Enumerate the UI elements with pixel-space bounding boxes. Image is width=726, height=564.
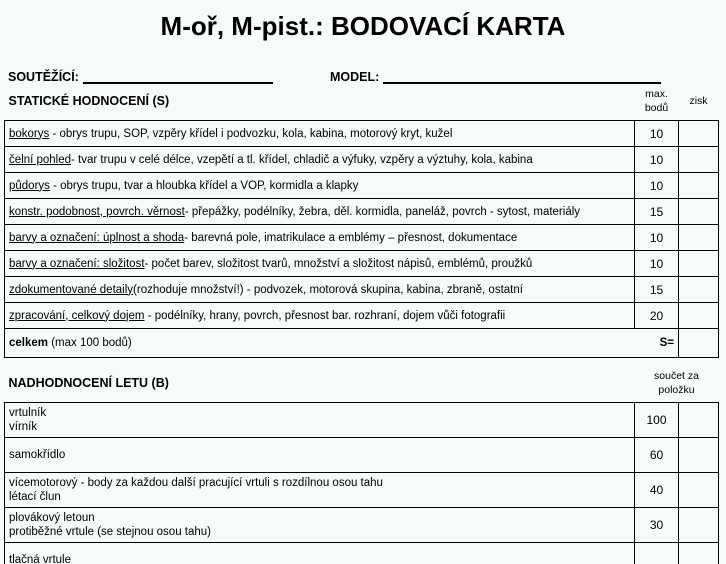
criterion-description [5,147,635,173]
criterion-detail: - tvar trupu v celé délce, vzepětí a tl. křídel, chladič a výfuky, vzpěry a výztuhy, kola, kabina [71,153,533,166]
criterion-term: barvy a označení: úplnost a shoda [9,231,185,244]
criterion-gain-input[interactable] [679,277,719,303]
static-section-header-row [5,84,719,121]
criterion-description [5,173,635,199]
table-row [5,225,719,251]
table-row [5,438,719,473]
table-row [5,303,719,329]
flight-col-sum-header [635,366,719,403]
static-col-gain-header: zisk [689,95,708,107]
static-section-title: STATICKÉ HODNOCENÍ (S) [8,94,170,108]
flight-col-sum-line1: součet za [654,370,699,382]
criterion-detail: (rozhoduje množství!) - podvozek, motorová skupina, kabina, zbraně, ostatní [133,283,523,296]
bonus-gain-input[interactable] [679,543,719,564]
criterion-detail: - barevná pole, imatrikulace a emblémy – přesnost, dokumentace [184,231,518,244]
flight-section-title: NADHODNOCENÍ LETU (B) [8,376,169,390]
criterion-max-points: 10 [635,173,679,199]
bonus-gain-input[interactable] [679,508,719,543]
bonus-line2: protiběžné vrtule (se stejnou osou tahu) [9,526,212,538]
criterion-gain-input[interactable] [679,303,719,329]
bonus-points: 40 [635,473,679,508]
bonus-line1: plovákový letoun [9,512,95,524]
criterion-max-points: 10 [635,251,679,277]
identity-row [0,56,726,84]
bonus-points: 60 [635,438,679,473]
criterion-term: bokorys [9,127,50,140]
bonus-description [5,508,635,543]
criterion-detail: - podélníky, hrany, povrch, přesnost bar. rozhraní, dojem vůči fotografii [144,309,506,322]
static-total-label-cell [5,329,679,358]
criterion-term: zdokumentované detaily [9,283,134,296]
criterion-description [5,303,635,329]
criterion-description [5,225,635,251]
model-input-rule[interactable] [383,70,661,84]
criterion-detail: - obrys trupu, SOP, vzpěry křídel i podvozku, kola, kabina, motorový kryt, kužel [49,127,453,140]
bonus-points: 100 [635,403,679,438]
criterion-max-points: 15 [635,199,679,225]
bonus-line1: samokřídlo [9,449,66,461]
bonus-line1: vícemotorový - body za každou další pracující vrtuli s rozdílnou osou tahu [9,477,383,489]
model-field[interactable] [330,70,661,84]
flight-col-sum-line2: položku [658,384,695,396]
criterion-term: čelní pohled [9,153,72,166]
criterion-detail: - obrys trupu, tvar a hloubka křídel a VOP, kormidla a klapky [49,179,359,192]
static-total-row [5,329,719,358]
page-title: M-oř, M-pist.: BODOVACÍ KARTA [160,11,566,41]
criterion-description [5,199,635,225]
static-total-label-rest: (max 100 bodů) [48,337,132,349]
criterion-gain-input[interactable] [679,225,719,251]
criterion-term: konstr. podobnost, povrch. věrnost [9,205,185,218]
static-col-max-header [635,84,679,121]
static-total-sign: S= [659,337,674,349]
static-scoring-table [4,84,719,358]
criterion-max-points: 10 [635,147,679,173]
criterion-gain-input[interactable] [679,251,719,277]
table-row [5,403,719,438]
bonus-gain-input[interactable] [679,403,719,438]
bonus-description [5,473,635,508]
static-col-max-line2: bodů [644,102,669,114]
criterion-max-points: 20 [635,303,679,329]
criterion-description [5,121,635,147]
bonus-description [5,543,635,564]
criterion-description [5,277,635,303]
criterion-gain-input[interactable] [679,173,719,199]
bonus-line2: vírník [9,421,38,433]
table-row [5,277,719,303]
table-row [5,251,719,277]
competitor-input-rule[interactable] [83,70,273,84]
bonus-description [5,403,635,438]
table-row [5,543,719,564]
bonus-points [635,543,679,564]
bonus-gain-input[interactable] [679,438,719,473]
criterion-gain-input[interactable] [679,147,719,173]
criterion-term: půdorys [9,179,50,192]
table-row [5,121,719,147]
criterion-max-points: 10 [635,225,679,251]
criterion-gain-input[interactable] [679,199,719,225]
flight-section-header-row [5,366,719,403]
bonus-gain-input[interactable] [679,473,719,508]
table-row [5,173,719,199]
static-col-max-line1: max. [645,88,668,100]
table-row [5,473,719,508]
model-label: MODEL: [330,70,380,84]
table-row [5,508,719,543]
competitor-label: SOUTĚŽÍCÍ: [8,70,79,84]
static-total-input[interactable] [679,329,719,358]
table-row [5,147,719,173]
static-total-label [9,336,132,350]
criterion-detail: - počet barev, složitost tvarů, množství a složitost nápisů, emblémů, proužků [144,257,533,270]
criterion-max-points: 10 [635,121,679,147]
flight-bonus-table [4,366,719,564]
criterion-max-points: 15 [635,277,679,303]
static-total-label-bold: celkem [9,337,49,349]
criterion-term: barvy a označení: složitost [9,257,145,270]
criterion-detail: - přepážky, podélníky, žebra, děl. kormidla, paneláž, povrch - sytost, materiály [184,205,581,218]
bonus-line1: tlačná vrtule [9,554,72,564]
bonus-description [5,438,635,473]
criterion-gain-input[interactable] [679,121,719,147]
section-spacer [0,358,726,366]
table-row [5,199,719,225]
bonus-line1: vrtulník [9,407,47,419]
bonus-line2: létací člun [9,491,61,503]
criterion-term: zpracování, celkový dojem [9,309,145,322]
criterion-description [5,251,635,277]
bonus-points: 30 [635,508,679,543]
competitor-field[interactable] [8,70,273,84]
